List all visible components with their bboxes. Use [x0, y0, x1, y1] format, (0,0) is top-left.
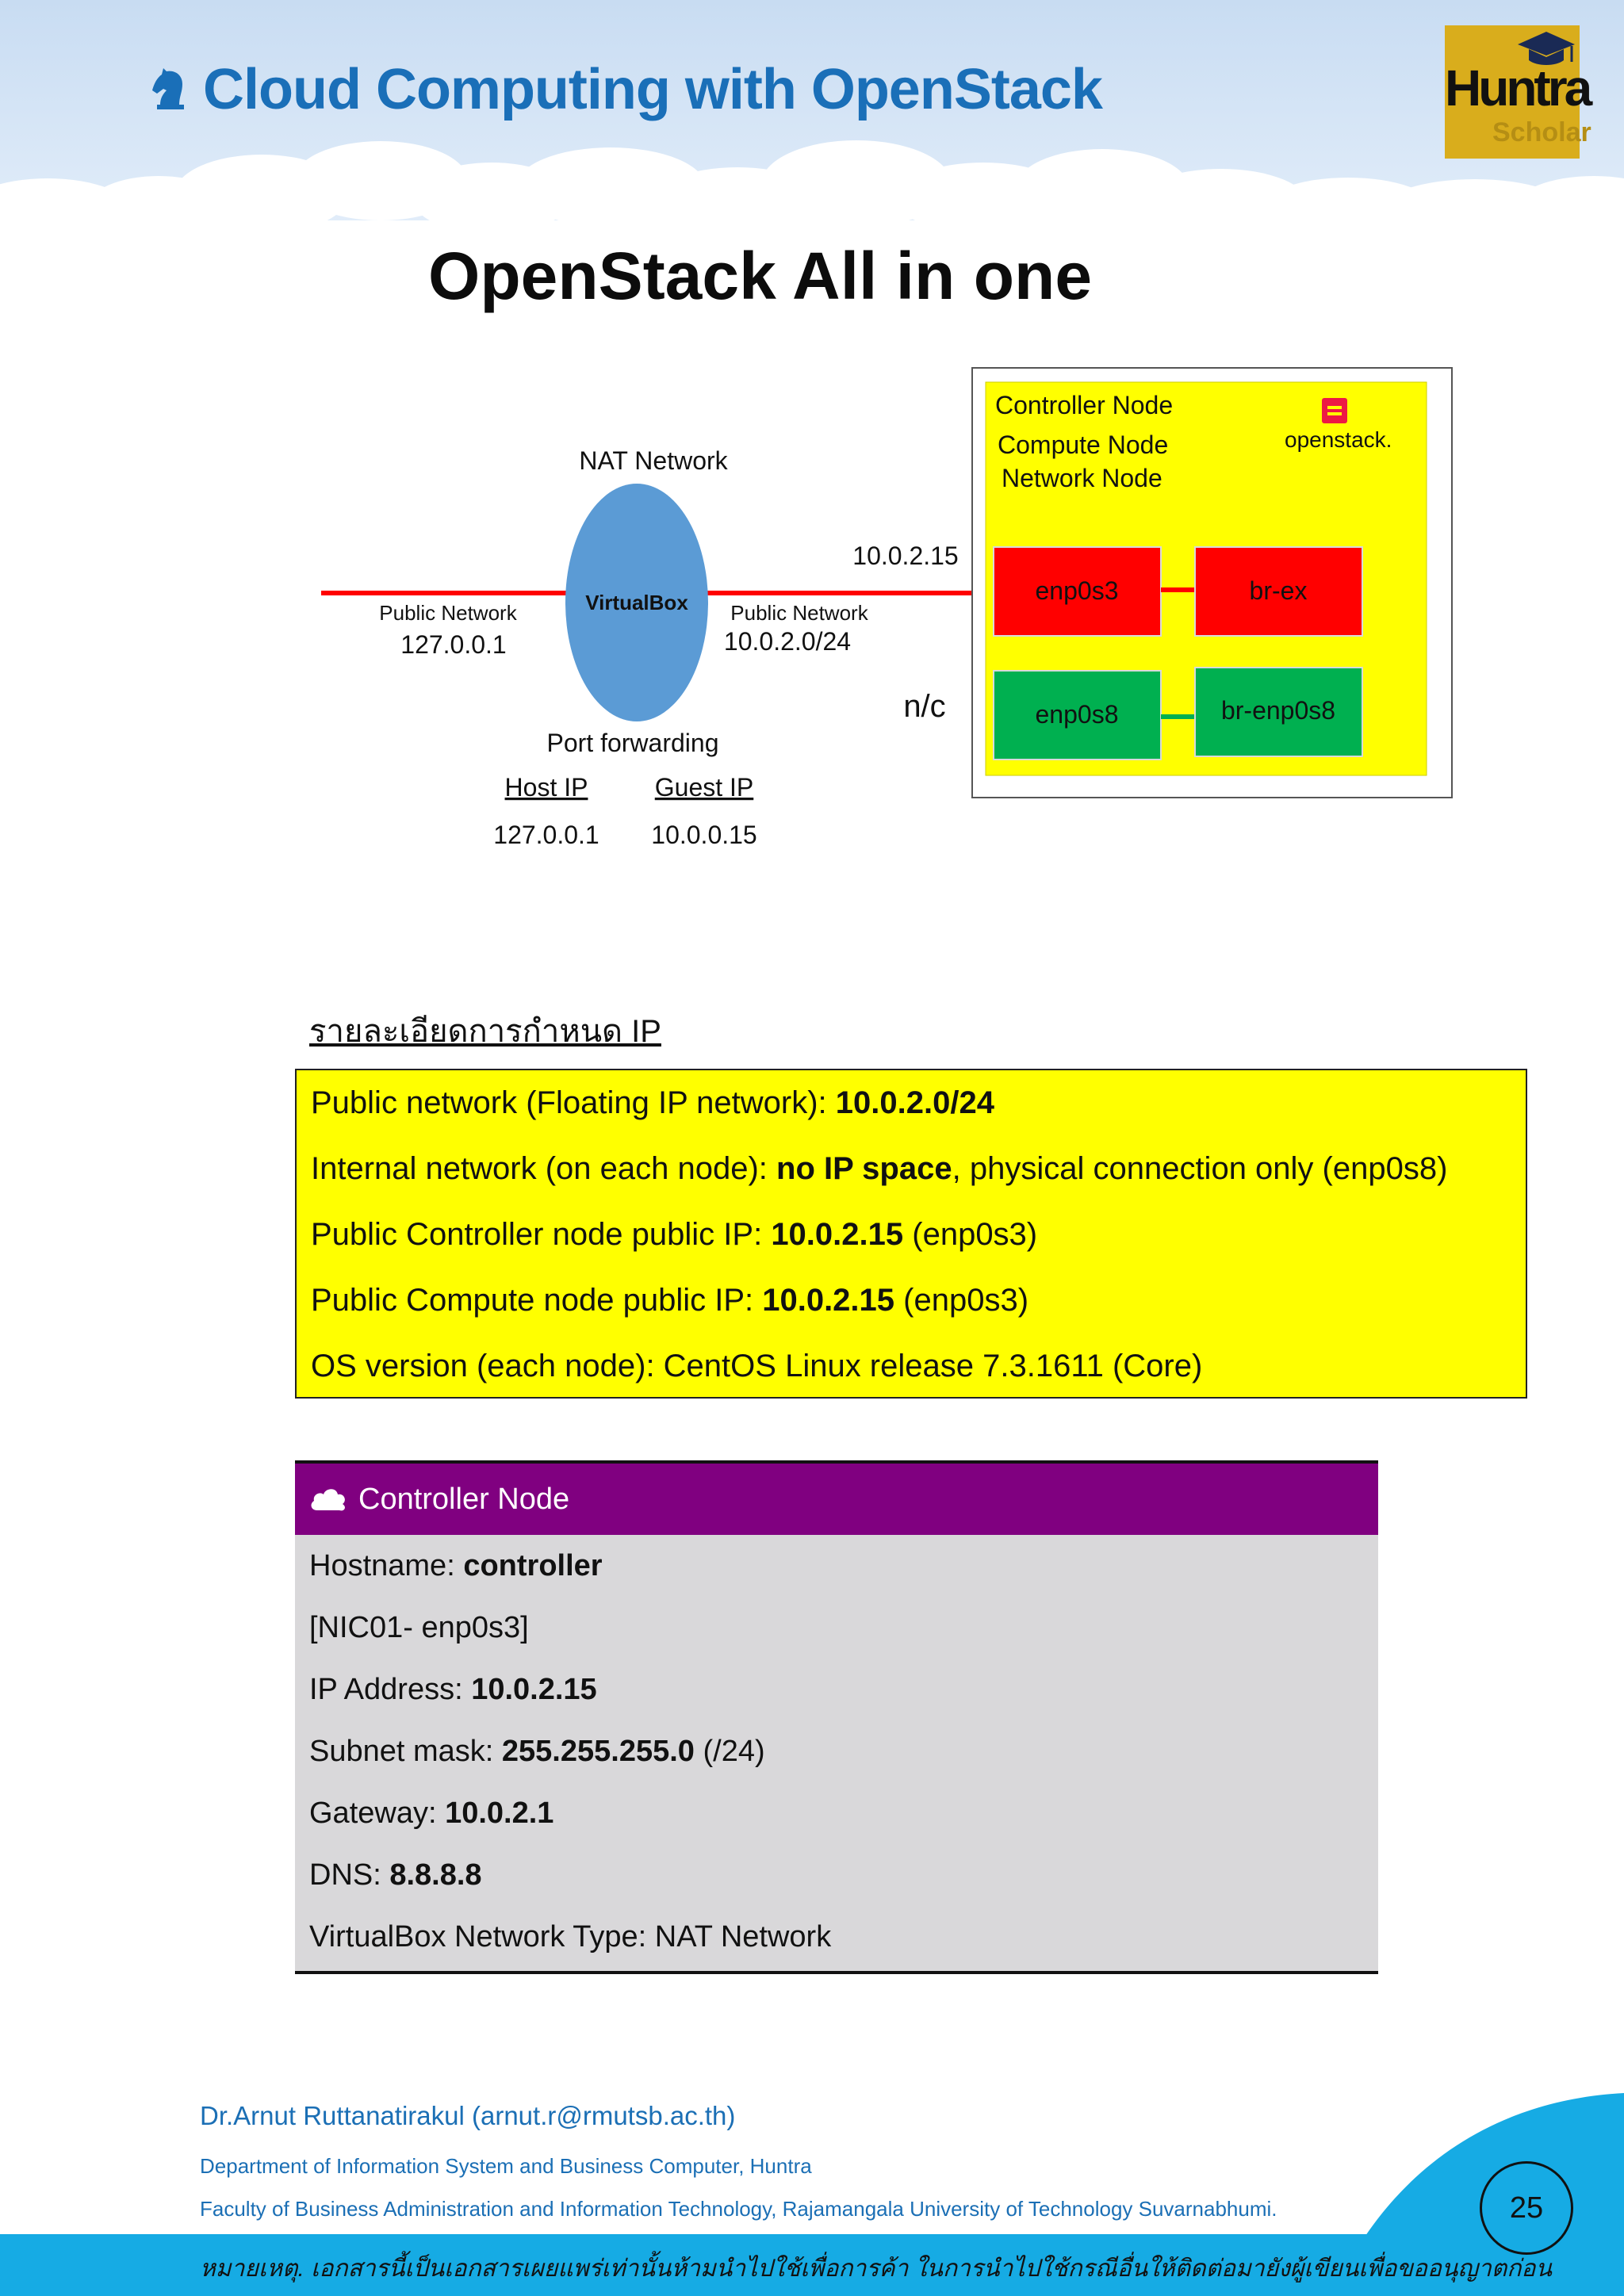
controller-line: VirtualBox Network Type: NAT Network [309, 1920, 832, 1954]
controller-line: Gateway: 10.0.2.1 [309, 1797, 554, 1830]
node-line-1: Controller Node [995, 391, 1174, 419]
public-network-right-subnet: 10.0.2.0/24 [723, 627, 852, 656]
header-title-group [151, 57, 1102, 122]
controller-line: [NIC01- enp0s3] [309, 1611, 529, 1644]
ip-line: OS version (each node): CentOS Linux release 7.3.1611 (Core) [311, 1349, 1203, 1383]
link-ip-label: 10.0.2.15 [852, 541, 959, 570]
controller-line: Hostname: controller [309, 1549, 603, 1582]
controller-node-title: Controller Node [358, 1482, 570, 1516]
footer-note: หมายเหตุ. เอกสารนี้เป็นเอกสารเผยแพร่เท่านั้นห้ามนำไปใช้เพื่อการค้า ในการนำไปใช้กรณีอื่นให้ติดต่อมายังผู้เขียนเพื่อขออนุญาตก่อน [200, 2256, 1552, 2282]
logo-sub-text: Scholar [1492, 117, 1591, 147]
page-number: 25 [1480, 2161, 1573, 2255]
host-ip-header: Host IP [504, 773, 588, 802]
guest-ip-value: 10.0.0.15 [651, 821, 757, 849]
footer-faculty: Faculty of Business Administration and Information Technology, Rajamangala University of Technology Suvarnabhumi. [200, 2197, 1277, 2221]
huntra-logo [1445, 25, 1591, 159]
slide-title: OpenStack All in one [428, 239, 1093, 313]
node-line-3: Network Node [1002, 464, 1162, 492]
br-ex-label: br-ex [1249, 576, 1308, 605]
controller-line: IP Address: 10.0.2.15 [309, 1673, 597, 1706]
ip-line: Public Compute node public IP: 10.0.2.15 (enp0s3) [311, 1283, 1029, 1318]
virtualbox-label: VirtualBox [585, 591, 688, 614]
host-ip-value: 127.0.0.1 [493, 821, 599, 849]
br-enp0s8-label: br-enp0s8 [1220, 696, 1336, 725]
cloud-icon [309, 1487, 347, 1512]
ip-line: Internal network (on each node): no IP space, physical connection only (enp0s8) [311, 1151, 1448, 1186]
page-title: Cloud Computing with OpenStack [203, 58, 1102, 121]
controller-line: Subnet mask: 255.255.255.0 (/24) [309, 1735, 765, 1768]
nc-label: n/c [903, 689, 946, 724]
footer-department: Department of Information System and Business Computer, Huntra [200, 2154, 812, 2178]
ip-line: Public Controller node public IP: 10.0.2.15 (enp0s3) [311, 1217, 1038, 1252]
enp0s3-label: enp0s3 [1035, 576, 1119, 605]
public-network-right-label: Public Network [730, 601, 868, 625]
ip-details-box [295, 1069, 1527, 1399]
logo-main-text: Huntra [1445, 59, 1590, 117]
controller-line: DNS: 8.8.8.8 [309, 1858, 482, 1892]
footer-author: Dr.Arnut Ruttanatirakul (arnut.r@rmutsb.ac.th) [200, 2101, 736, 2130]
node-line-2: Compute Node [998, 430, 1169, 459]
openstack-logo-icon [1322, 398, 1347, 423]
ip-section-heading: รายละเอียดการกำหนด IP [309, 1014, 661, 1049]
openstack-logo-text: openstack. [1285, 427, 1392, 452]
network-diagram [0, 349, 1624, 872]
controller-node-card [295, 1460, 1378, 1974]
enp0s8-label: enp0s8 [1035, 700, 1119, 729]
nat-network-label: NAT Network [579, 446, 728, 475]
ip-line: Public network (Floating IP network): 10.0.2.0/24 [311, 1085, 994, 1120]
guest-ip-header: Guest IP [654, 773, 754, 802]
port-forwarding-label: Port forwarding [546, 729, 719, 757]
controller-node-header [295, 1464, 1378, 1535]
public-network-left-ip: 127.0.0.1 [400, 630, 507, 659]
knight-icon [151, 68, 190, 111]
public-network-left-label: Public Network [379, 601, 517, 625]
